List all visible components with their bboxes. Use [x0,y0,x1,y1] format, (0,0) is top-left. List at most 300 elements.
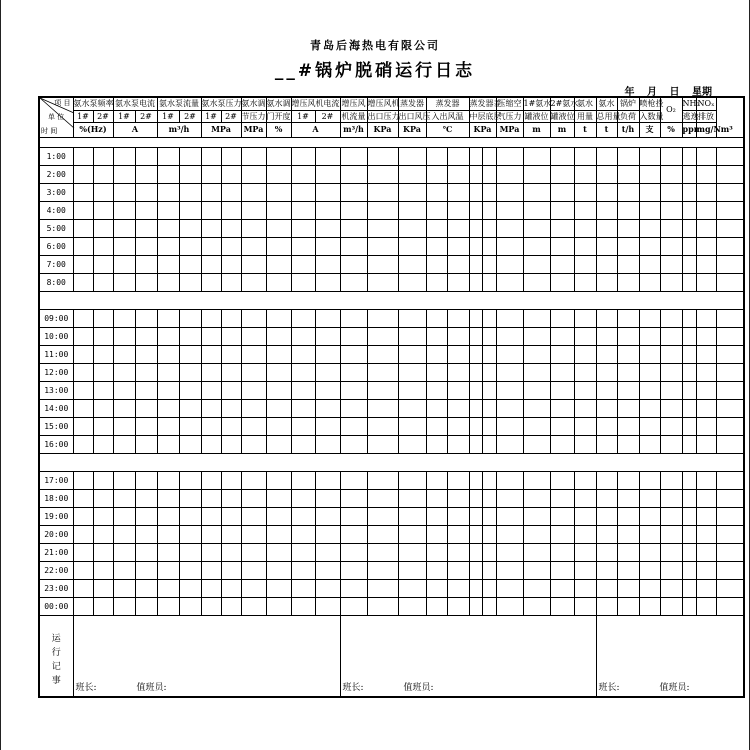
data-cell[interactable] [113,219,135,237]
data-cell[interactable] [469,183,482,201]
data-cell[interactable] [93,507,113,525]
data-cell[interactable] [682,327,696,345]
data-cell[interactable] [135,345,157,363]
data-cell[interactable] [291,345,315,363]
data-cell[interactable] [221,417,241,435]
data-cell[interactable] [73,417,93,435]
data-cell[interactable] [596,543,617,561]
data-cell[interactable] [696,309,716,327]
data-cell[interactable] [179,237,201,255]
data-cell[interactable] [340,399,367,417]
data-cell[interactable] [696,579,716,597]
data-cell[interactable] [315,489,340,507]
data-cell[interactable] [716,507,744,525]
data-cell[interactable] [696,417,716,435]
data-cell[interactable] [426,237,447,255]
data-cell[interactable] [157,147,179,165]
data-cell[interactable] [617,399,639,417]
data-cell[interactable] [93,399,113,417]
data-cell[interactable] [135,417,157,435]
data-cell[interactable] [398,399,426,417]
data-cell[interactable] [469,219,482,237]
data-cell[interactable] [73,273,93,291]
data-cell[interactable] [523,363,550,381]
data-cell[interactable] [201,345,221,363]
data-cell[interactable] [447,255,469,273]
data-cell[interactable] [716,579,744,597]
data-cell[interactable] [291,417,315,435]
data-cell[interactable] [596,381,617,399]
data-cell[interactable] [716,219,744,237]
data-cell[interactable] [550,345,574,363]
data-cell[interactable] [266,345,291,363]
data-cell[interactable] [682,525,696,543]
data-cell[interactable] [617,345,639,363]
data-cell[interactable] [315,345,340,363]
data-cell[interactable] [682,507,696,525]
data-cell[interactable] [617,165,639,183]
data-cell[interactable] [617,471,639,489]
data-cell[interactable] [550,363,574,381]
data-cell[interactable] [398,165,426,183]
data-cell[interactable] [596,345,617,363]
data-cell[interactable] [523,165,550,183]
data-cell[interactable] [93,183,113,201]
data-cell[interactable] [241,381,266,399]
data-cell[interactable] [135,561,157,579]
data-cell[interactable] [315,561,340,579]
data-cell[interactable] [716,147,744,165]
data-cell[interactable] [201,597,221,615]
data-cell[interactable] [221,579,241,597]
data-cell[interactable] [550,147,574,165]
data-cell[interactable] [179,201,201,219]
data-cell[interactable] [523,255,550,273]
data-cell[interactable] [617,309,639,327]
data-cell[interactable] [113,489,135,507]
data-cell[interactable] [696,381,716,399]
data-cell[interactable] [696,201,716,219]
data-cell[interactable] [179,435,201,453]
data-cell[interactable] [315,165,340,183]
data-cell[interactable] [340,183,367,201]
data-cell[interactable] [574,507,596,525]
data-cell[interactable] [639,183,660,201]
data-cell[interactable] [179,507,201,525]
data-cell[interactable] [266,183,291,201]
data-cell[interactable] [113,237,135,255]
data-cell[interactable] [241,399,266,417]
data-cell[interactable] [496,255,523,273]
data-cell[interactable] [696,237,716,255]
data-cell[interactable] [315,525,340,543]
data-cell[interactable] [496,489,523,507]
data-cell[interactable] [469,417,482,435]
data-cell[interactable] [398,525,426,543]
data-cell[interactable] [157,597,179,615]
data-cell[interactable] [315,471,340,489]
data-cell[interactable] [523,219,550,237]
data-cell[interactable] [221,219,241,237]
data-cell[interactable] [639,363,660,381]
data-cell[interactable] [135,471,157,489]
data-cell[interactable] [291,273,315,291]
data-cell[interactable] [639,507,660,525]
data-cell[interactable] [696,561,716,579]
data-cell[interactable] [221,183,241,201]
data-cell[interactable] [469,255,482,273]
data-cell[interactable] [426,201,447,219]
data-cell[interactable] [266,381,291,399]
data-cell[interactable] [426,345,447,363]
data-cell[interactable] [367,399,398,417]
data-cell[interactable] [426,363,447,381]
data-cell[interactable] [315,237,340,255]
data-cell[interactable] [482,147,496,165]
data-cell[interactable] [367,597,398,615]
data-cell[interactable] [660,525,682,543]
data-cell[interactable] [157,417,179,435]
data-cell[interactable] [291,165,315,183]
data-cell[interactable] [73,327,93,345]
data-cell[interactable] [73,381,93,399]
data-cell[interactable] [496,561,523,579]
data-cell[interactable] [482,597,496,615]
data-cell[interactable] [291,561,315,579]
data-cell[interactable] [315,597,340,615]
data-cell[interactable] [291,309,315,327]
data-cell[interactable] [367,381,398,399]
data-cell[interactable] [157,183,179,201]
data-cell[interactable] [469,309,482,327]
data-cell[interactable] [447,507,469,525]
data-cell[interactable] [367,219,398,237]
data-cell[interactable] [550,543,574,561]
data-cell[interactable] [201,525,221,543]
data-cell[interactable] [179,345,201,363]
data-cell[interactable] [291,471,315,489]
data-cell[interactable] [682,363,696,381]
data-cell[interactable] [201,273,221,291]
data-cell[interactable] [73,489,93,507]
data-cell[interactable] [426,183,447,201]
data-cell[interactable] [596,237,617,255]
data-cell[interactable] [682,579,696,597]
data-cell[interactable] [157,489,179,507]
data-cell[interactable] [266,579,291,597]
data-cell[interactable] [221,543,241,561]
data-cell[interactable] [291,543,315,561]
data-cell[interactable] [201,471,221,489]
data-cell[interactable] [340,237,367,255]
data-cell[interactable] [179,471,201,489]
data-cell[interactable] [266,399,291,417]
data-cell[interactable] [241,327,266,345]
data-cell[interactable] [221,327,241,345]
data-cell[interactable] [315,579,340,597]
data-cell[interactable] [469,489,482,507]
data-cell[interactable] [639,273,660,291]
data-cell[interactable] [617,381,639,399]
data-cell[interactable] [550,381,574,399]
data-cell[interactable] [135,399,157,417]
data-cell[interactable] [496,363,523,381]
data-cell[interactable] [315,147,340,165]
data-cell[interactable] [93,489,113,507]
data-cell[interactable] [93,219,113,237]
data-cell[interactable] [291,507,315,525]
data-cell[interactable] [596,309,617,327]
data-cell[interactable] [447,345,469,363]
data-cell[interactable] [201,507,221,525]
data-cell[interactable] [496,219,523,237]
data-cell[interactable] [73,183,93,201]
data-cell[interactable] [221,363,241,381]
data-cell[interactable] [398,183,426,201]
data-cell[interactable] [617,327,639,345]
data-cell[interactable] [340,309,367,327]
data-cell[interactable] [617,255,639,273]
data-cell[interactable] [221,399,241,417]
data-cell[interactable] [241,201,266,219]
notes-section[interactable] [596,615,744,697]
data-cell[interactable] [469,327,482,345]
data-cell[interactable] [523,579,550,597]
data-cell[interactable] [447,543,469,561]
data-cell[interactable] [496,309,523,327]
data-cell[interactable] [398,255,426,273]
data-cell[interactable] [660,435,682,453]
data-cell[interactable] [266,363,291,381]
data-cell[interactable] [113,381,135,399]
data-cell[interactable] [696,183,716,201]
data-cell[interactable] [241,525,266,543]
data-cell[interactable] [201,309,221,327]
data-cell[interactable] [482,507,496,525]
data-cell[interactable] [179,381,201,399]
data-cell[interactable] [696,489,716,507]
data-cell[interactable] [550,183,574,201]
data-cell[interactable] [221,237,241,255]
data-cell[interactable] [523,489,550,507]
data-cell[interactable] [135,165,157,183]
data-cell[interactable] [550,561,574,579]
data-cell[interactable] [135,489,157,507]
data-cell[interactable] [716,255,744,273]
data-cell[interactable] [241,219,266,237]
data-cell[interactable] [221,471,241,489]
data-cell[interactable] [574,183,596,201]
data-cell[interactable] [660,237,682,255]
data-cell[interactable] [135,381,157,399]
data-cell[interactable] [241,255,266,273]
data-cell[interactable] [447,525,469,543]
data-cell[interactable] [73,597,93,615]
data-cell[interactable] [266,201,291,219]
data-cell[interactable] [113,183,135,201]
data-cell[interactable] [447,273,469,291]
data-cell[interactable] [696,435,716,453]
data-cell[interactable] [266,543,291,561]
data-cell[interactable] [221,507,241,525]
data-cell[interactable] [447,363,469,381]
data-cell[interactable] [367,237,398,255]
data-cell[interactable] [266,435,291,453]
data-cell[interactable] [315,399,340,417]
data-cell[interactable] [315,273,340,291]
data-cell[interactable] [73,165,93,183]
data-cell[interactable] [315,255,340,273]
data-cell[interactable] [574,543,596,561]
data-cell[interactable] [496,597,523,615]
data-cell[interactable] [201,579,221,597]
data-cell[interactable] [716,543,744,561]
data-cell[interactable] [266,309,291,327]
data-cell[interactable] [696,327,716,345]
data-cell[interactable] [135,525,157,543]
data-cell[interactable] [682,561,696,579]
data-cell[interactable] [291,381,315,399]
data-cell[interactable] [179,327,201,345]
data-cell[interactable] [696,345,716,363]
data-cell[interactable] [482,381,496,399]
data-cell[interactable] [315,381,340,399]
data-cell[interactable] [367,147,398,165]
data-cell[interactable] [639,165,660,183]
data-cell[interactable] [157,543,179,561]
data-cell[interactable] [398,597,426,615]
data-cell[interactable] [73,435,93,453]
data-cell[interactable] [574,435,596,453]
data-cell[interactable] [398,327,426,345]
data-cell[interactable] [550,489,574,507]
data-cell[interactable] [596,579,617,597]
data-cell[interactable] [660,381,682,399]
data-cell[interactable] [157,255,179,273]
data-cell[interactable] [523,507,550,525]
data-cell[interactable] [469,345,482,363]
data-cell[interactable] [113,327,135,345]
data-cell[interactable] [291,201,315,219]
data-cell[interactable] [596,489,617,507]
data-cell[interactable] [550,417,574,435]
data-cell[interactable] [496,327,523,345]
data-cell[interactable] [241,561,266,579]
data-cell[interactable] [696,525,716,543]
data-cell[interactable] [367,417,398,435]
data-cell[interactable] [482,237,496,255]
data-cell[interactable] [266,597,291,615]
data-cell[interactable] [716,417,744,435]
data-cell[interactable] [315,507,340,525]
data-cell[interactable] [179,255,201,273]
data-cell[interactable] [426,525,447,543]
data-cell[interactable] [617,525,639,543]
data-cell[interactable] [716,237,744,255]
data-cell[interactable] [135,273,157,291]
data-cell[interactable] [340,597,367,615]
data-cell[interactable] [241,597,266,615]
data-cell[interactable] [73,471,93,489]
data-cell[interactable] [482,561,496,579]
data-cell[interactable] [398,273,426,291]
data-cell[interactable] [201,201,221,219]
data-cell[interactable] [596,147,617,165]
data-cell[interactable] [241,417,266,435]
data-cell[interactable] [157,201,179,219]
data-cell[interactable] [574,399,596,417]
data-cell[interactable] [291,147,315,165]
data-cell[interactable] [398,219,426,237]
data-cell[interactable] [447,381,469,399]
data-cell[interactable] [340,219,367,237]
data-cell[interactable] [639,237,660,255]
data-cell[interactable] [241,471,266,489]
data-cell[interactable] [482,525,496,543]
data-cell[interactable] [469,201,482,219]
data-cell[interactable] [340,525,367,543]
data-cell[interactable] [716,525,744,543]
data-cell[interactable] [574,165,596,183]
data-cell[interactable] [340,561,367,579]
data-cell[interactable] [291,255,315,273]
data-cell[interactable] [496,165,523,183]
data-cell[interactable] [135,327,157,345]
data-cell[interactable] [135,237,157,255]
data-cell[interactable] [447,471,469,489]
data-cell[interactable] [469,363,482,381]
data-cell[interactable] [157,165,179,183]
data-cell[interactable] [179,165,201,183]
data-cell[interactable] [315,219,340,237]
data-cell[interactable] [469,237,482,255]
data-cell[interactable] [660,363,682,381]
data-cell[interactable] [596,273,617,291]
data-cell[interactable] [696,363,716,381]
data-cell[interactable] [550,309,574,327]
data-cell[interactable] [291,489,315,507]
data-cell[interactable] [682,399,696,417]
data-cell[interactable] [93,273,113,291]
data-cell[interactable] [266,237,291,255]
data-cell[interactable] [696,399,716,417]
data-cell[interactable] [696,273,716,291]
data-cell[interactable] [73,201,93,219]
data-cell[interactable] [660,543,682,561]
data-cell[interactable] [523,201,550,219]
data-cell[interactable] [550,237,574,255]
data-cell[interactable] [201,561,221,579]
data-cell[interactable] [447,309,469,327]
data-cell[interactable] [201,417,221,435]
data-cell[interactable] [241,183,266,201]
data-cell[interactable] [550,435,574,453]
data-cell[interactable] [426,561,447,579]
data-cell[interactable] [367,507,398,525]
data-cell[interactable] [426,489,447,507]
data-cell[interactable] [639,471,660,489]
data-cell[interactable] [93,147,113,165]
data-cell[interactable] [241,489,266,507]
data-cell[interactable] [398,471,426,489]
data-cell[interactable] [291,363,315,381]
data-cell[interactable] [639,561,660,579]
data-cell[interactable] [340,255,367,273]
data-cell[interactable] [201,147,221,165]
data-cell[interactable] [367,543,398,561]
data-cell[interactable] [340,579,367,597]
data-cell[interactable] [367,345,398,363]
